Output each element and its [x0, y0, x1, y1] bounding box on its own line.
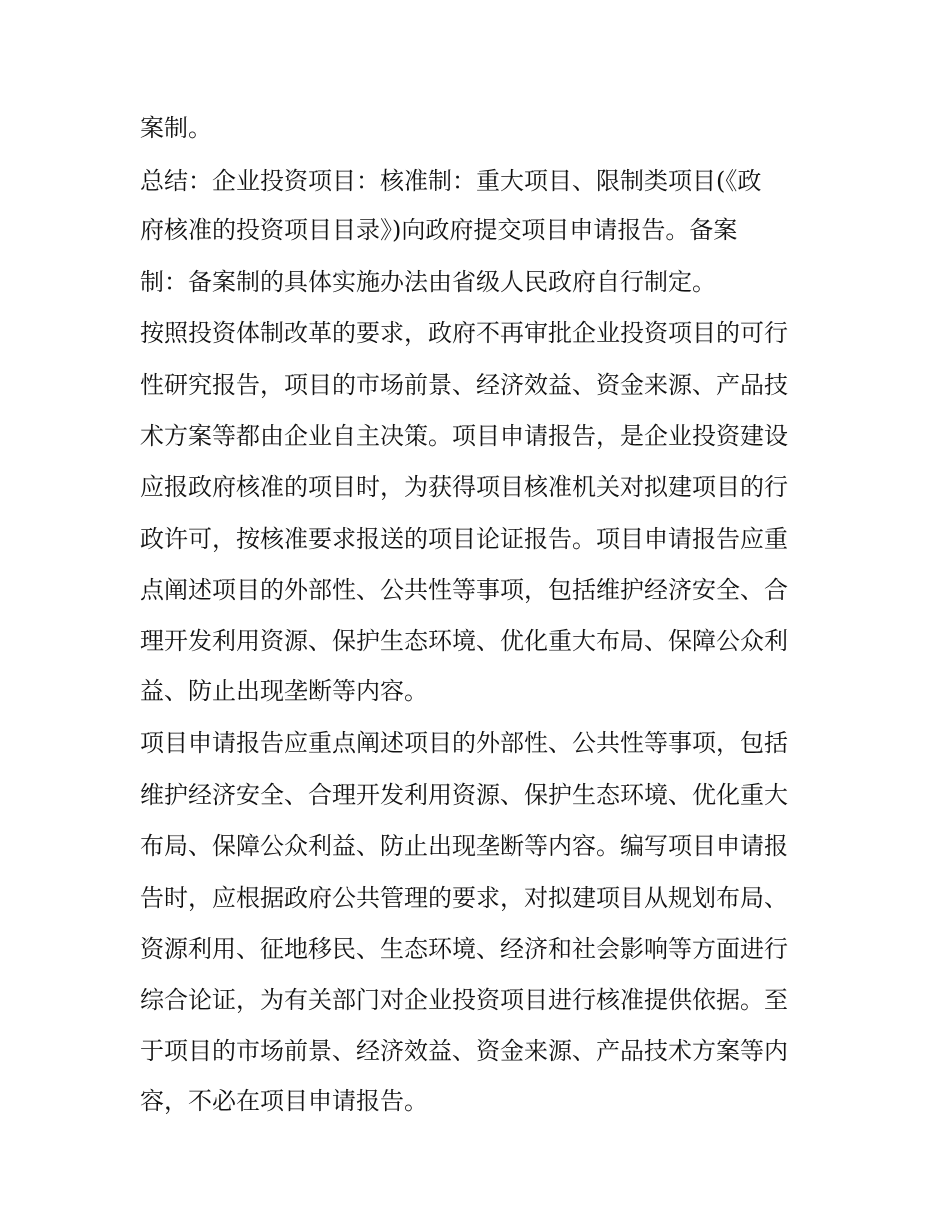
text-line: 于项目的市场前景、经济效益、资金来源、产品技术方案等内: [140, 1037, 788, 1065]
text-line: 维护经济安全、合理开发利用资源、保护生态环境、优化重大: [140, 781, 788, 809]
text-line: 按照投资体制改革的要求，政府不再审批企业投资项目的可行: [140, 319, 788, 347]
text-line: 理开发利用资源、保护生态环境、优化重大布局、保障公众利: [140, 627, 788, 655]
text-line: 益、防止出现垄断等内容。: [140, 677, 428, 705]
text-line: 总结：企业投资项目：核准制：重大项目、限制类项目(《政: [140, 167, 762, 195]
text-line: 容，不必在项目申请报告。: [140, 1087, 428, 1115]
text-line: 制：备案制的具体实施办法由省级人民政府自行制定。: [140, 268, 716, 296]
text-line: 项目申请报告应重点阐述项目的外部性、公共性等事项，包括: [140, 729, 788, 757]
text-line: 术方案等都由企业自主决策。项目申请报告，是企业投资建设: [140, 422, 788, 450]
text-line: 案制。: [140, 114, 212, 142]
text-line: 资源利用、征地移民、生态环境、经济和社会影响等方面进行: [140, 935, 788, 963]
text-line: 点阐述项目的外部性、公共性等事项，包括维护经济安全、合: [140, 576, 788, 604]
text-line: 性研究报告，项目的市场前景、经济效益、资金来源、产品技: [140, 371, 788, 399]
text-line: 告时，应根据政府公共管理的要求，对拟建项目从规划布局、: [140, 884, 788, 912]
text-line: 府核准的投资项目目录》)向政府提交项目申请报告。备案: [140, 216, 738, 244]
text-line: 综合论证，为有关部门对企业投资项目进行核准提供依据。至: [140, 986, 788, 1014]
text-line: 应报政府核准的项目时，为获得项目核准机关对拟建项目的行: [140, 473, 788, 501]
text-line: 布局、保障公众利益、防止出现垄断等内容。编写项目申请报: [140, 832, 788, 860]
text-line: 政许可，按核准要求报送的项目论证报告。项目申请报告应重: [140, 525, 788, 553]
